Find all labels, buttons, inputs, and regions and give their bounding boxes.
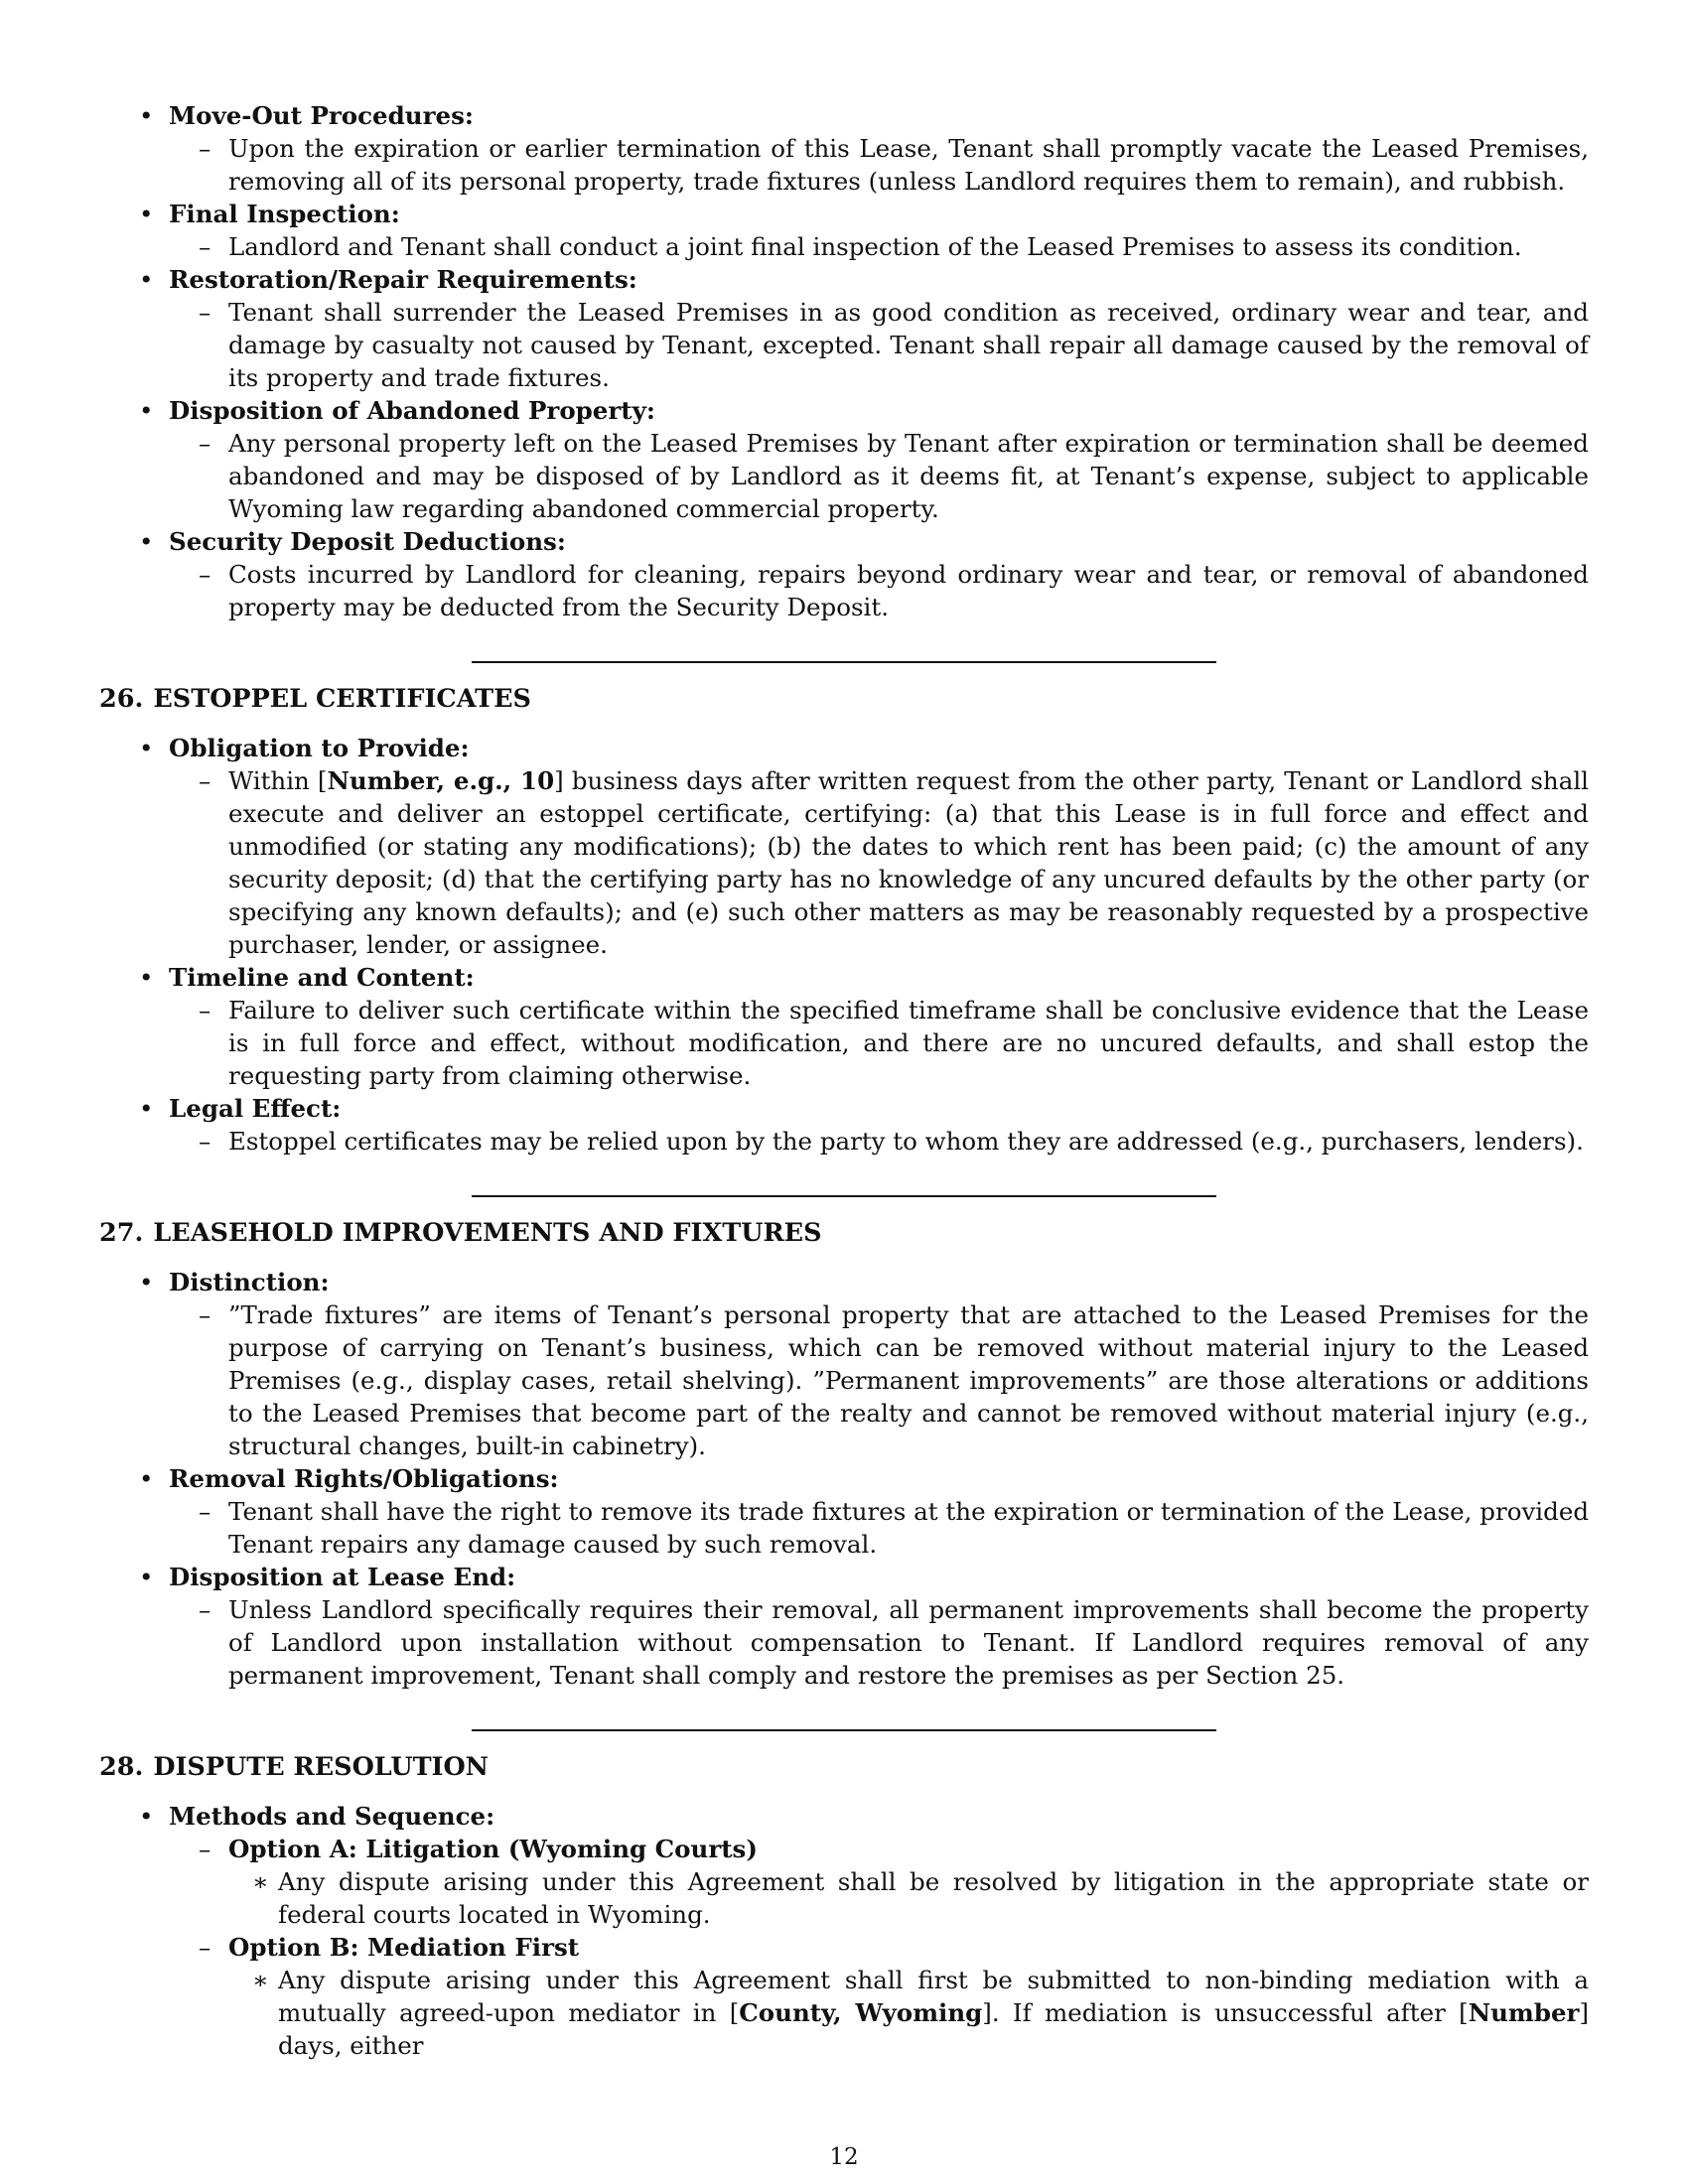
bullet-icon: •	[139, 265, 154, 294]
bullet-icon: •	[139, 1563, 154, 1591]
list-item: • Distinction:	[139, 1268, 330, 1297]
list-item: • Disposition at Lease End:	[139, 1563, 516, 1591]
dash-icon: –	[199, 298, 211, 327]
list-item: – Estoppel certificates may be relied upon by the party to whom they are addressed (e.g., purchasers, lenders).	[199, 1127, 1584, 1156]
list-item: – Option B: Mediation First	[199, 1933, 580, 1962]
bullet-icon: •	[139, 963, 154, 992]
bullet-icon: •	[139, 101, 154, 130]
list-item: – Within [Number, e.g., 10] business days after written request from the other party, Tenant or Landlord shall execute and deliver an estoppel certificate, certifying: (a) that this Lease is in full force and effect and unmodified (or stating any modifications); (b) the dates to which rent has been paid; (c) the amount of any security deposit; (d) that the certifying party has no knowledge of any uncured defaults by the other party (or specifying any known defaults); and (e) such other matters as may be reasonably requested by a prospective purchaser, lender, or assignee.	[199, 766, 1589, 959]
list-item: • Timeline and Content:	[139, 963, 475, 992]
section-divider	[472, 661, 1216, 663]
list-item: ∗ Any dispute arising under this Agreement shall be resolved by litigation in the appropriate state or federal courts located in Wyoming.	[252, 1867, 1589, 1929]
dash-icon: –	[199, 1497, 211, 1526]
dash-icon: –	[199, 1127, 211, 1156]
bullet-icon: •	[139, 1094, 154, 1123]
list-item: ∗ Any dispute arising under this Agreement shall first be submitted to non-binding mediation with a mutually agreed-upon mediator in [County, Wyoming]. If mediation is unsuccessful after [Number] days, either	[252, 1966, 1590, 2060]
list-item: – Option A: Litigation (Wyoming Courts)	[199, 1835, 758, 1863]
list-item: – ”Trade fixtures” are items of Tenant’s personal property that are attached to the Leased Premises for the purpose of carrying on Tenant’s business, which can be removed without material injury to the Leased Premises (e.g., display cases, retail shelving). ”Permanent improvements” are those alterations or additions to the Leased Premises that become part of the realty and cannot be removed without material injury (e.g., structural changes, built-in cabinetry).	[199, 1300, 1589, 1460]
improvements-list	[99, 1266, 1589, 1692]
list-item: • Methods and Sequence:	[139, 1802, 495, 1831]
list-item: – Costs incurred by Landlord for cleaning, repairs beyond ordinary wear and tear, or removal of abandoned property may be deducted from the Security Deposit.	[199, 560, 1589, 621]
bullet-icon: •	[139, 527, 154, 556]
list-item: • Final Inspection:	[139, 200, 400, 228]
bullet-icon: •	[139, 1802, 154, 1831]
list-item: – Failure to deliver such certificate within the specified timeframe shall be conclusive evidence that the Lease is in full force and effect, without modification, and there are no uncured defaults, and shall estop the requesting party from claiming otherwise.	[199, 996, 1589, 1090]
list-item: • Security Deposit Deductions:	[139, 527, 566, 556]
list-item: – Unless Landlord specifically requires their removal, all permanent improvements shall become the property of Landlord upon installation without compensation to Tenant. If Landlord requires removal of any permanent improvement, Tenant shall comply and restore the premises as per Section 25.	[199, 1595, 1589, 1690]
bullet-icon: •	[139, 200, 154, 228]
bullet-icon: •	[139, 396, 154, 425]
dash-icon: –	[199, 1835, 211, 1863]
page-number: 12	[829, 2144, 859, 2170]
dash-icon: –	[199, 1300, 211, 1329]
section-divider	[472, 1195, 1216, 1197]
list-item: – Any personal property left on the Leased Premises by Tenant after expiration or termination shall be deemed abandoned and may be disposed of by Landlord as it deems fit, at Tenant’s expense, subject to applicable Wyoming law regarding abandoned commercial property.	[199, 429, 1589, 523]
dash-icon: –	[199, 1595, 211, 1624]
section-heading: 28. DISPUTE RESOLUTION	[99, 1752, 489, 1782]
dispute-list	[99, 1800, 1589, 2062]
bullet-icon: •	[139, 734, 154, 762]
section-heading: 26. ESTOPPEL CERTIFICATES	[99, 684, 531, 714]
list-item: • Move-Out Procedures:	[139, 101, 474, 130]
list-item: • Removal Rights/Obligations:	[139, 1464, 559, 1493]
section-heading: 27. LEASEHOLD IMPROVEMENTS AND FIXTURES	[99, 1218, 822, 1248]
list-item: – Landlord and Tenant shall conduct a joint final inspection of the Leased Premises to assess its condition.	[199, 232, 1522, 261]
list-item: • Restoration/Repair Requirements:	[139, 265, 637, 294]
list-item: • Legal Effect:	[139, 1094, 342, 1123]
bullet-icon: •	[139, 1464, 154, 1493]
dash-icon: –	[199, 429, 211, 458]
bullet-icon: •	[139, 1268, 154, 1297]
estoppel-list	[99, 732, 1589, 1158]
dash-icon: –	[199, 766, 211, 795]
dash-icon: –	[199, 1933, 211, 1962]
list-item: – Upon the expiration or earlier termination of this Lease, Tenant shall promptly vacate the Leased Premises, removing all of its personal property, trade fixtures (unless Landlord requires them to remain), and rubbish.	[199, 134, 1589, 196]
dash-icon: –	[199, 134, 211, 163]
asterisk-icon: ∗	[252, 1966, 269, 1994]
document-page	[99, 99, 1589, 2124]
list-item: – Tenant shall have the right to remove its trade fixtures at the expiration or termination of the Lease, provided Tenant repairs any damage caused by such removal.	[199, 1497, 1589, 1559]
section-divider	[472, 1729, 1216, 1731]
list-item: • Obligation to Provide:	[139, 734, 470, 762]
asterisk-icon: ∗	[252, 1867, 269, 1896]
list-item: • Disposition of Abandoned Property:	[139, 396, 655, 425]
list-item: – Tenant shall surrender the Leased Premises in as good condition as received, ordinary wear and tear, and damage by casualty not caused by Tenant, excepted. Tenant shall repair all damage caused by the removal of its property and trade fixtures.	[199, 298, 1589, 392]
dash-icon: –	[199, 996, 211, 1024]
dash-icon: –	[199, 560, 211, 589]
moveout-list	[99, 99, 1589, 623]
dash-icon: –	[199, 232, 211, 261]
